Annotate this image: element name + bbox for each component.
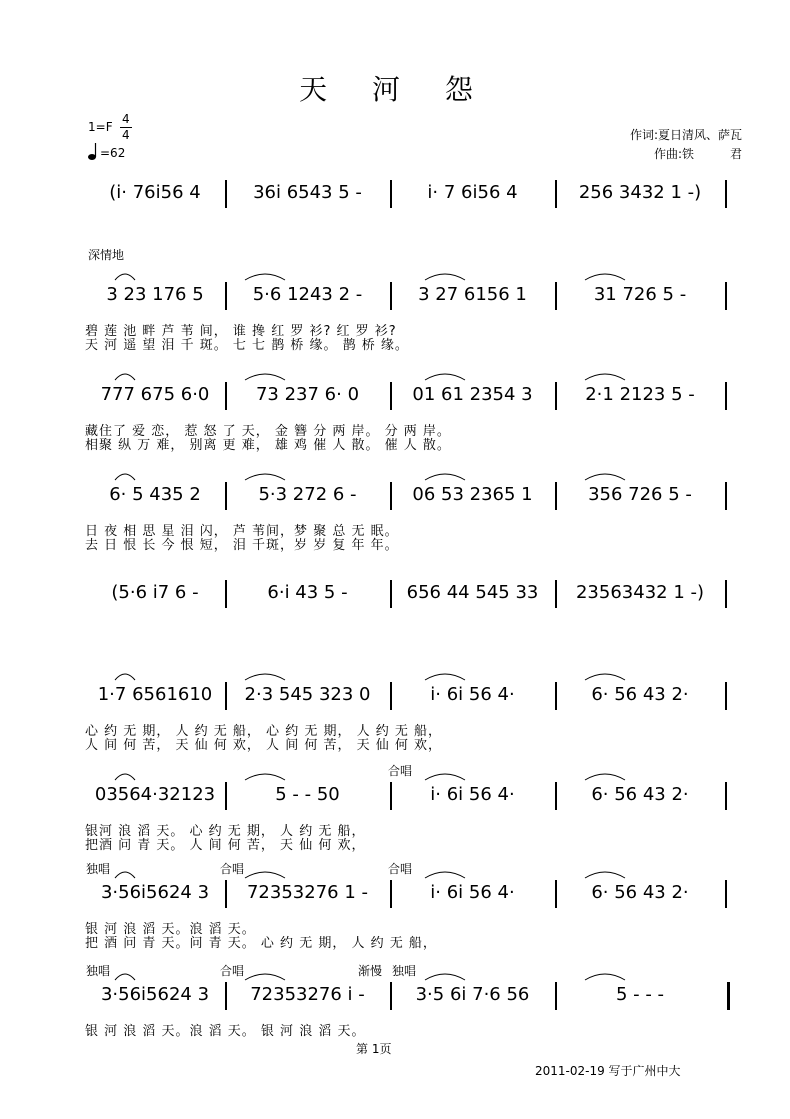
slur bbox=[425, 674, 465, 680]
slur-marks bbox=[85, 166, 730, 180]
chorus-label: 合唱 bbox=[388, 764, 413, 778]
measure: 01 61 2354 3 bbox=[412, 384, 533, 405]
slur-marks bbox=[85, 368, 730, 382]
key-signature: 1=F bbox=[88, 120, 113, 134]
barline bbox=[225, 282, 227, 310]
lyric-line: 银河 浪 滔 天。 心 约 无 期， 人 约 无 船， bbox=[85, 824, 366, 839]
barline bbox=[390, 580, 392, 608]
chorus-label: 合唱 bbox=[388, 862, 413, 876]
measure: 5 - - - bbox=[615, 984, 665, 1005]
measure: i· 6i 56 4· bbox=[430, 882, 515, 903]
barline bbox=[225, 880, 227, 908]
measure: 5 - - 50 bbox=[275, 784, 340, 805]
measure: 06 53 2365 1 bbox=[412, 484, 533, 505]
barline bbox=[225, 180, 227, 208]
barline bbox=[725, 482, 727, 510]
measure: 6· 56 43 2· bbox=[591, 882, 689, 903]
measure: i· 6i 56 4· bbox=[430, 684, 515, 705]
expression-mark: 深情地 bbox=[88, 248, 125, 262]
measure: 3 27 6156 1 bbox=[418, 284, 527, 305]
lyric-line: 去 日 恨 长 今 恨 短， 泪 千斑，岁 岁 复 年 年。 bbox=[85, 538, 399, 553]
lyric-line: 相聚 纵 万 难， 别离 更 难， 雄 鸡 催 人 散。 催 人 散。 bbox=[85, 438, 451, 453]
measure: 03564·32123 bbox=[94, 784, 216, 805]
measure: 5·6 1243 2 - bbox=[252, 284, 363, 305]
barline bbox=[390, 282, 392, 310]
staff-row bbox=[85, 980, 730, 1010]
slur bbox=[115, 274, 135, 280]
barline bbox=[725, 782, 727, 810]
quarter-note-icon bbox=[88, 143, 98, 165]
measure: 31 726 5 - bbox=[593, 284, 687, 305]
measure: 2·3 545 323 0 bbox=[244, 684, 371, 705]
composer: 作曲:铁 君 bbox=[653, 147, 742, 161]
solo-label: 独唱 bbox=[392, 964, 417, 978]
measure: 6· 56 43 2· bbox=[591, 684, 689, 705]
measure: 6· 56 43 2· bbox=[591, 784, 689, 805]
slur bbox=[425, 374, 465, 380]
measure: 3 23 176 5 bbox=[106, 284, 204, 305]
barline bbox=[725, 880, 727, 908]
barline bbox=[725, 682, 727, 710]
barline bbox=[555, 682, 557, 710]
measure: 777 675 6·0 bbox=[100, 384, 210, 405]
measure: 3·56i5624 3 bbox=[100, 882, 210, 903]
staff-row bbox=[85, 178, 730, 208]
slur bbox=[245, 274, 285, 280]
barline bbox=[555, 180, 557, 208]
lyricist: 作词:夏日清风、萨瓦 bbox=[629, 128, 742, 142]
barline bbox=[555, 382, 557, 410]
lyric-line: 人 间 何 苦， 天 仙 何 欢， 人 间 何 苦， 天 仙 何 欢， bbox=[85, 738, 442, 753]
barline bbox=[390, 382, 392, 410]
lyric-line: 碧 莲 池 畔 芦 苇 间， 谁 搀 红 罗 衫? 红 罗 衫? bbox=[85, 324, 397, 339]
tempo: =62 bbox=[100, 146, 126, 160]
slur bbox=[245, 374, 285, 380]
slur-marks bbox=[85, 268, 730, 282]
slur bbox=[115, 774, 135, 780]
barline bbox=[555, 782, 557, 810]
solo-label: 独唱 bbox=[86, 964, 111, 978]
barline bbox=[725, 382, 727, 410]
song-title: 天 河 怨 bbox=[299, 73, 491, 106]
staff-row bbox=[85, 578, 730, 608]
measure: 6·i 43 5 - bbox=[267, 582, 348, 603]
lyric-line: 银 河 浪 滔 天。浪 滔 天。 银 河 浪 滔 天。 bbox=[85, 1024, 366, 1039]
slur-marks bbox=[85, 668, 730, 682]
measure: 3·56i5624 3 bbox=[100, 984, 210, 1005]
slur-marks bbox=[85, 566, 730, 580]
staff-row bbox=[85, 380, 730, 410]
staff-row bbox=[85, 280, 730, 310]
barline bbox=[727, 982, 730, 1010]
barline bbox=[555, 982, 557, 1010]
barline bbox=[390, 880, 392, 908]
slur bbox=[585, 872, 625, 878]
lyric-line: 日 夜 相 思 星 泪 闪， 芦 苇间，梦 聚 总 无 眠。 bbox=[85, 524, 399, 539]
lyric-line: 把 酒 问 青 天。问 青 天。 心 约 无 期， 人 约 无 船， bbox=[85, 936, 437, 951]
slur-marks bbox=[85, 468, 730, 482]
chorus-label: 合唱 bbox=[220, 862, 245, 876]
measure: 72353276 i - bbox=[250, 984, 365, 1005]
barline bbox=[390, 782, 392, 810]
slow-label: 渐慢 bbox=[358, 964, 383, 978]
slur bbox=[425, 474, 465, 480]
barline bbox=[225, 782, 227, 810]
barline bbox=[225, 982, 227, 1010]
measure: i· 6i 56 4· bbox=[430, 784, 515, 805]
barline bbox=[555, 482, 557, 510]
staff-row bbox=[85, 780, 730, 810]
lyric-line: 天 河 遥 望 泪 千 斑。 七 七 鹊 桥 缘。 鹊 桥 缘。 bbox=[85, 338, 409, 353]
slur bbox=[245, 474, 285, 480]
slur bbox=[425, 274, 465, 280]
measure: 23563432 1 -) bbox=[575, 582, 705, 603]
slur bbox=[585, 774, 625, 780]
measure: i· 7 6i56 4 bbox=[427, 182, 518, 203]
slur bbox=[585, 674, 625, 680]
measure: 356 726 5 - bbox=[588, 484, 692, 505]
barline bbox=[225, 580, 227, 608]
measure: 72353276 1 - bbox=[246, 882, 368, 903]
barline bbox=[390, 482, 392, 510]
solo-label: 独唱 bbox=[86, 862, 111, 876]
time-sig-top: 4 bbox=[122, 112, 130, 126]
slur bbox=[245, 674, 285, 680]
measure: 6· 5 435 2 bbox=[109, 484, 201, 505]
measure: 2·1 2123 5 - bbox=[585, 384, 695, 405]
barline bbox=[390, 682, 392, 710]
slur bbox=[115, 374, 135, 380]
barline bbox=[225, 682, 227, 710]
slur bbox=[115, 974, 135, 980]
barline bbox=[555, 880, 557, 908]
slur bbox=[585, 474, 625, 480]
slur bbox=[245, 774, 285, 780]
slur bbox=[245, 872, 285, 878]
barline bbox=[555, 580, 557, 608]
measure: 256 3432 1 -) bbox=[578, 182, 702, 203]
measure: 5·3 272 6 - bbox=[258, 484, 357, 505]
measure: (5·6 i7 6 - bbox=[111, 582, 199, 603]
lyric-line: 把酒 问 青 天。 人 间 何 苦， 天 仙 何 欢， bbox=[85, 838, 366, 853]
slur bbox=[585, 274, 625, 280]
lyric-line: 藏住了 爱 恋， 惹 怒 了 天， 金 簪 分 两 岸。 分 两 岸。 bbox=[85, 424, 451, 439]
slur bbox=[115, 674, 135, 680]
measure: 73 237 6· 0 bbox=[255, 384, 360, 405]
staff-row bbox=[85, 480, 730, 510]
slur bbox=[425, 872, 465, 878]
staff-row bbox=[85, 680, 730, 710]
time-sig-bottom: 4 bbox=[122, 128, 130, 142]
barline bbox=[725, 180, 727, 208]
staff-row bbox=[85, 878, 730, 908]
lyric-line: 心 约 无 期， 人 约 无 船， 心 约 无 期， 人 约 无 船， bbox=[85, 724, 442, 739]
chorus-label: 合唱 bbox=[220, 964, 245, 978]
barline bbox=[725, 282, 727, 310]
slur bbox=[585, 374, 625, 380]
footer-note: 2011-02-19 写于广州中大 bbox=[535, 1064, 681, 1078]
slur bbox=[115, 872, 135, 878]
measure: 36i 6543 5 - bbox=[253, 182, 362, 203]
slur bbox=[425, 774, 465, 780]
measure: (i· 76i56 4 bbox=[109, 182, 201, 203]
measure: 656 44 545 33 bbox=[406, 582, 539, 603]
barline bbox=[555, 282, 557, 310]
barline bbox=[225, 482, 227, 510]
slur bbox=[115, 474, 135, 480]
measure: 3·5 6i 7·6 56 bbox=[415, 984, 530, 1005]
slur bbox=[245, 974, 285, 980]
barline bbox=[390, 180, 392, 208]
slur bbox=[425, 974, 465, 980]
barline bbox=[390, 982, 392, 1010]
page-number: 第 1页 bbox=[356, 1042, 392, 1056]
measure: 1·7 6561610 bbox=[97, 684, 213, 705]
barline bbox=[725, 580, 727, 608]
slur bbox=[585, 974, 625, 980]
lyric-line: 银 河 浪 滔 天。浪 滔 天。 bbox=[85, 922, 256, 937]
barline bbox=[225, 382, 227, 410]
